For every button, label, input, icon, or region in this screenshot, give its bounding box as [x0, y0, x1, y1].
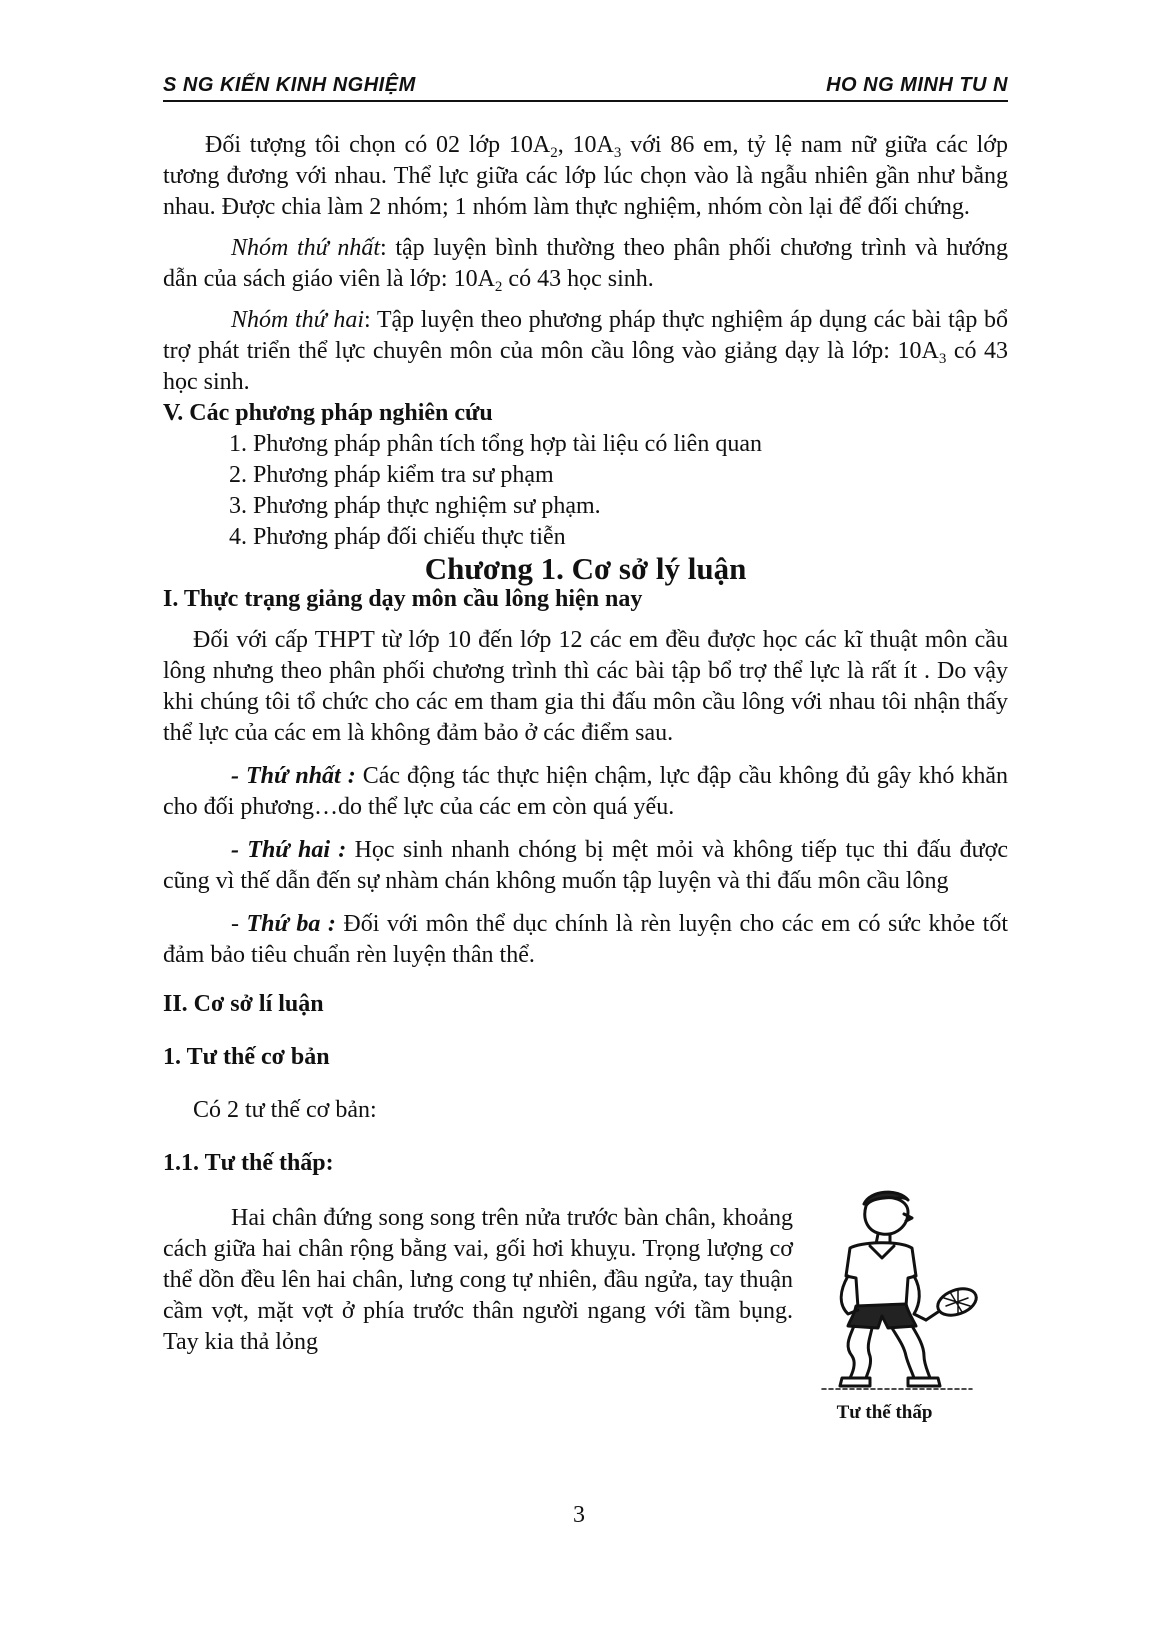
section-heading-theory: II. Cơ sở lí luận — [163, 991, 324, 1017]
point-first: - Thứ nhất : Các động tác thực hiện chậm, lực đập cầu không đủ gây khó khăn cho đối phương…do thể lực của các em còn quá yếu. — [163, 763, 1009, 820]
subsection-heading-low-stance: 1.1. Tư thế thấp: — [163, 1150, 334, 1176]
method-item: 2. Phương pháp kiểm tra sư phạm — [229, 462, 554, 488]
low-stance-figure — [812, 1186, 1012, 1426]
header-title-left: S NG KIẾN KINH NGHIỆM — [163, 74, 416, 96]
header-author-right: HO NG MINH TU N — [826, 74, 1008, 96]
methods-heading: V. Các phương pháp nghiên cứu — [163, 400, 493, 426]
low-stance-paragraph: Hai chân đứng song song trên nửa trước bàn chân, khoảng cách giữa hai chân rộng bằng vai, gối hơi khuỵu. Trọng lượng cơ thể dồn đều lên hai chân, lưng cong tự nhiên, đầu ngửa, tay thuận cầm vợt, mặt vợt ở phía trước thân người ngang với tầm bụng. Tay kia thả lỏng — [163, 1205, 793, 1355]
subsection-heading-basic-stance: 1. Tư thế cơ bản — [163, 1044, 330, 1070]
method-item: 4. Phương pháp đối chiếu thực tiễn — [229, 524, 566, 550]
point-third: - Thứ ba : Đối với môn thể dục chính là rèn luyện cho các em có sức khỏe tốt đảm bảo tiêu chuẩn rèn luyện thân thể. — [163, 911, 1008, 968]
chapter-title: Chương 1. Cơ sở lý luận — [424, 551, 747, 586]
method-item: 3. Phương pháp thực nghiệm sư phạm. — [229, 493, 601, 519]
group1-paragraph: Nhóm thứ nhất: tập luyện bình thường theo phân phối chương trình và hướng dẫn của sách giáo viên là lớp: $10A_2$ có 43 học sinh. — [163, 235, 1009, 295]
section-heading-current-state: I. Thực trạng giảng dạy môn cầu lông hiện nay — [163, 586, 643, 612]
group2-paragraph: Nhóm thứ hai: Tập luyện theo phương pháp thực nghiệm áp dụng các bài tập bổ trợ phát triển thể lực chuyên môn của môn cầu lông vào giảng dạy là lớp: $10A_3$ có 43 học sinh. — [163, 307, 1008, 395]
intro-paragraph: Đối tượng tôi chọn có 02 lớp $10A_2$, $10A_3$ với 86 em, tỷ lệ nam nữ giữa các lớp tương đương với nhau. Thể lực giữa các lớp lúc chọn vào là ngẫu nhiên gần như bằng nhau. Được chia làm 2 nhóm; 1 nhóm làm thực nghiệm, nhóm còn lại để đối chứng. — [163, 132, 1008, 220]
page-header — [163, 70, 1008, 100]
method-item: 1. Phương pháp phân tích tổng hợp tài liệu có liên quan — [229, 431, 762, 457]
point-second: - Thứ hai : Học sinh nhanh chóng bị mệt mỏi và không tiếp tục thi đấu được cũng vì thế dẫn đến sự nhàm chán không muốn tập luyện và thi đấu môn cầu lông — [163, 837, 1009, 894]
badminton-player-illustration — [812, 1186, 982, 1391]
current-state-paragraph: Đối với cấp THPT từ lớp 10 đến lớp 12 các em đều được học các kĩ thuật môn cầu lông nhưng theo phân phối chương trình thì các bài tập bổ trợ thể lực là rất ít . Do vậy khi chúng tôi tổ chức cho các em tham gia thi đấu môn cầu lông với nhau tôi nhận thấy thể lực của các em là không đảm bảo ở các điểm sau. — [163, 627, 1008, 746]
basic-stance-intro: Có 2 tư thế cơ bản: — [193, 1097, 377, 1123]
page-body — [163, 130, 1008, 1358]
header-rule — [163, 100, 1008, 102]
figure-caption: Tư thế thấp — [836, 1402, 933, 1423]
page-number: 3 — [573, 1502, 585, 1528]
